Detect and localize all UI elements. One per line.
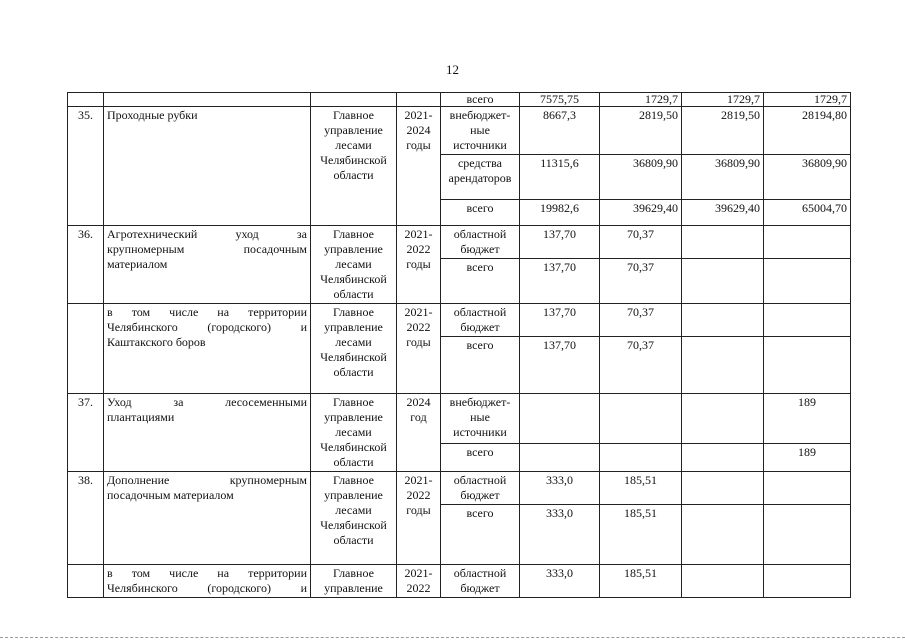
value-cell: 137,70 — [520, 226, 600, 259]
value-cell: 36809,90 — [764, 155, 851, 200]
executor-line: лесами — [335, 335, 372, 349]
activity-name — [104, 472, 311, 565]
source-cell — [441, 155, 520, 200]
value-cell: 70,37 — [600, 304, 682, 337]
value-cell: 1729,7 — [600, 93, 682, 107]
name-line: плантациями — [107, 410, 175, 424]
value-cell: 1729,7 — [764, 93, 851, 107]
value-cell: 7575,75 — [520, 93, 600, 107]
executor-line: лесами — [335, 257, 372, 271]
name-line: Челябинского (городского) и — [107, 581, 307, 595]
num-cell — [68, 93, 104, 107]
value-cell: 137,70 — [520, 337, 600, 394]
source-cell — [441, 107, 520, 155]
executor-line: области — [333, 533, 374, 547]
years-line: 2022 — [406, 581, 431, 595]
value-cell: 189 — [764, 443, 851, 471]
value-cell — [600, 443, 682, 471]
executor-cell — [311, 394, 397, 472]
row-number: 36. — [68, 226, 104, 304]
executor-line: лесами — [335, 503, 372, 517]
value-cell: 185,51 — [600, 565, 682, 598]
value-cell — [764, 505, 851, 565]
value-cell — [682, 505, 764, 565]
name-line: посадочным материалом — [107, 488, 234, 502]
value-cell: 2819,50 — [682, 107, 764, 155]
value-cell: 11315,6 — [520, 155, 600, 200]
years-line: 2021- — [404, 473, 433, 487]
value-cell — [682, 304, 764, 337]
executor-line: управление — [324, 488, 383, 502]
source-line: бюджет — [460, 242, 500, 256]
activity-name — [104, 304, 311, 394]
source-cell — [441, 226, 520, 259]
executor-line: Челябинской — [320, 350, 387, 364]
name-line: Агротехнический уход за — [107, 227, 307, 241]
value-cell: 70,37 — [600, 337, 682, 394]
row-number: 35. — [68, 107, 104, 226]
executor-line: области — [333, 455, 374, 469]
table-row — [68, 394, 851, 444]
source-cell: всего — [441, 93, 520, 107]
value-cell: 39629,40 — [600, 200, 682, 226]
value-cell: 28194,80 — [764, 107, 851, 155]
source-cell: всего — [441, 505, 520, 565]
executor-line: Главное — [333, 395, 374, 409]
table-row — [68, 472, 851, 505]
years-line: 2021- — [404, 305, 433, 319]
executor-cell — [311, 472, 397, 565]
activity-name — [104, 226, 311, 304]
years-cell — [397, 107, 441, 226]
executor-line: лесами — [335, 138, 372, 152]
value-cell — [764, 565, 851, 598]
executor-line: области — [333, 365, 374, 379]
page-edge-divider — [0, 637, 905, 638]
executor-line: Главное — [333, 227, 374, 241]
source-line: арендаторов — [448, 171, 512, 185]
row-number — [68, 304, 104, 394]
source-cell — [441, 394, 520, 444]
value-cell — [682, 337, 764, 394]
value-cell: 333,0 — [520, 505, 600, 565]
executor-line: управление — [324, 410, 383, 424]
value-cell — [764, 226, 851, 259]
name-cell — [104, 93, 311, 107]
row-number: 37. — [68, 394, 104, 472]
value-cell — [764, 472, 851, 505]
years-line: 2021- — [404, 566, 433, 580]
executor-line: Челябинской — [320, 518, 387, 532]
executor-line: Главное — [333, 566, 374, 580]
source-line: областной — [453, 473, 507, 487]
value-cell — [764, 304, 851, 337]
name-line: в том числе на территории — [107, 305, 307, 319]
years-line: 2021- — [404, 227, 433, 241]
source-cell: всего — [441, 443, 520, 471]
source-cell: всего — [441, 259, 520, 304]
source-cell — [441, 565, 520, 598]
executor-line: управление — [324, 581, 383, 595]
value-cell — [682, 472, 764, 505]
source-cell: всего — [441, 200, 520, 226]
years-line: годы — [406, 335, 431, 349]
value-cell — [520, 443, 600, 471]
executor-line: Главное — [333, 108, 374, 122]
table-row — [68, 226, 851, 259]
budget-table — [67, 92, 851, 598]
executor-line: управление — [324, 242, 383, 256]
years-cell — [397, 93, 441, 107]
name-line: Челябинского (городского) и — [107, 320, 307, 334]
executor-line: Челябинской — [320, 272, 387, 286]
value-cell — [682, 394, 764, 444]
value-cell — [682, 443, 764, 471]
value-cell: 39629,40 — [682, 200, 764, 226]
source-line: ные — [470, 410, 490, 424]
years-line: 2022 — [406, 242, 431, 256]
executor-line: Челябинской — [320, 440, 387, 454]
table-row — [68, 107, 851, 155]
name-line: Каштакского боров — [107, 335, 206, 349]
years-line: год — [410, 410, 427, 424]
years-line: годы — [406, 138, 431, 152]
source-line: ные — [470, 123, 490, 137]
table-row — [68, 93, 851, 107]
years-line: 2021- — [404, 108, 433, 122]
name-line: материалом — [107, 257, 168, 271]
source-line: бюджет — [460, 581, 500, 595]
value-cell: 333,0 — [520, 472, 600, 505]
executor-cell — [311, 93, 397, 107]
value-cell: 19982,6 — [520, 200, 600, 226]
executor-cell — [311, 107, 397, 226]
executor-cell — [311, 226, 397, 304]
source-line: бюджет — [460, 488, 500, 502]
years-cell — [397, 394, 441, 472]
value-cell: 8667,3 — [520, 107, 600, 155]
activity-name: Проходные рубки — [104, 107, 311, 226]
value-cell: 333,0 — [520, 565, 600, 598]
source-cell — [441, 304, 520, 337]
source-line: областной — [453, 566, 507, 580]
executor-line: области — [333, 168, 374, 182]
years-cell — [397, 226, 441, 304]
source-line: бюджет — [460, 320, 500, 334]
value-cell — [520, 394, 600, 444]
value-cell: 137,70 — [520, 304, 600, 337]
table-row — [68, 565, 851, 598]
source-line: средства — [457, 156, 502, 170]
value-cell: 65004,70 — [764, 200, 851, 226]
value-cell — [764, 337, 851, 394]
value-cell — [682, 565, 764, 598]
table-row — [68, 304, 851, 337]
years-cell — [397, 565, 441, 598]
value-cell: 189 — [764, 394, 851, 444]
activity-name — [104, 565, 311, 598]
years-line: 2022 — [406, 320, 431, 334]
source-line: внебюджет- — [449, 108, 511, 122]
executor-line: Главное — [333, 305, 374, 319]
years-line: годы — [406, 503, 431, 517]
source-cell: всего — [441, 337, 520, 394]
years-line: 2022 — [406, 488, 431, 502]
activity-name — [104, 394, 311, 472]
value-cell: 70,37 — [600, 226, 682, 259]
source-line: областной — [453, 227, 507, 241]
years-line: 2024 — [406, 123, 431, 137]
executor-line: лесами — [335, 425, 372, 439]
value-cell — [682, 259, 764, 304]
value-cell: 1729,7 — [682, 93, 764, 107]
source-cell — [441, 472, 520, 505]
value-cell: 137,70 — [520, 259, 600, 304]
value-cell: 36809,90 — [600, 155, 682, 200]
name-line: крупномерным посадочным — [107, 242, 307, 256]
years-line: годы — [406, 257, 431, 271]
value-cell — [764, 259, 851, 304]
value-cell — [682, 226, 764, 259]
source-line: источники — [453, 138, 507, 152]
years-cell — [397, 472, 441, 565]
executor-cell — [311, 304, 397, 394]
value-cell: 185,51 — [600, 505, 682, 565]
value-cell — [600, 394, 682, 444]
value-cell: 36809,90 — [682, 155, 764, 200]
value-cell: 2819,50 — [600, 107, 682, 155]
source-line: источники — [453, 425, 507, 439]
years-line: 2024 — [406, 395, 431, 409]
value-cell: 70,37 — [600, 259, 682, 304]
years-cell — [397, 304, 441, 394]
executor-line: управление — [324, 123, 383, 137]
executor-line: управление — [324, 320, 383, 334]
source-line: областной — [453, 305, 507, 319]
source-line: внебюджет- — [449, 395, 511, 409]
executor-line: Челябинской — [320, 153, 387, 167]
page-number: 12 — [446, 62, 459, 77]
name-line: в том числе на территории — [107, 566, 307, 580]
executor-cell — [311, 565, 397, 598]
name-line: Уход за лесосеменными — [107, 395, 307, 409]
value-cell: 185,51 — [600, 472, 682, 505]
name-line: Дополнение крупномерным — [107, 473, 307, 487]
executor-line: Главное — [333, 473, 374, 487]
executor-line: области — [333, 287, 374, 301]
row-number — [68, 565, 104, 598]
row-number: 38. — [68, 472, 104, 565]
